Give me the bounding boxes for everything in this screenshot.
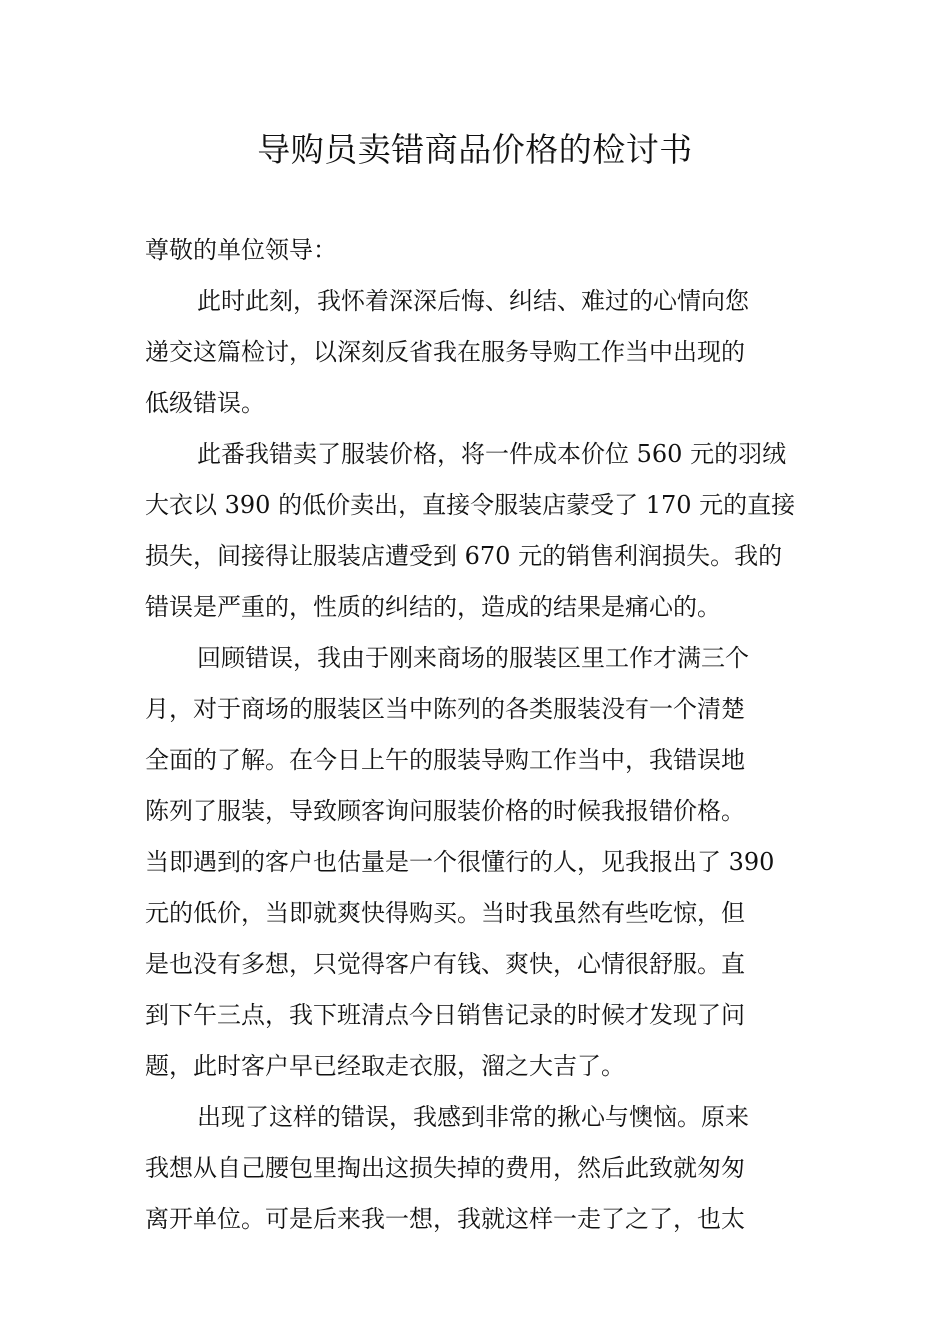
text-line: 月，对于商场的服装区当中陈列的各类服装没有一个清楚 [145,695,745,723]
text-line: 陈列了服装，导致顾客询问服装价格的时候我报错价格。 [145,797,745,825]
page-title: 导购员卖错商品价格的检讨书 [257,130,693,169]
text-line: 此时此刻，我怀着深深后悔、纠结、难过的心情向您 [197,287,749,315]
text-line: 错误是严重的，性质的纠结的，造成的结果是痛心的。 [145,593,721,621]
text-line: 离开单位。可是后来我一想，我就这样一走了之了，也太 [145,1205,745,1233]
text-line: 此番我错卖了服装价格，将一件成本价位 560 元的羽绒 [197,440,787,468]
text-line: 元的低价，当即就爽快得购买。当时我虽然有些吃惊，但 [145,899,745,927]
text-line: 递交这篇检讨，以深刻反省我在服务导购工作当中出现的 [145,338,745,366]
document-body [145,225,810,1245]
text-line: 损失，间接得让服装店遭受到 670 元的销售利润损失。我的 [145,542,783,570]
text-line: 大衣以 390 的低价卖出，直接令服装店蒙受了 170 元的直接 [145,491,796,519]
salutation: 尊敬的单位领导： [145,236,337,264]
text-line: 低级错误。 [145,389,265,417]
text-line: 我想从自己腰包里掏出这损失掉的费用，然后此致就匆匆 [145,1154,745,1182]
text-line: 是也没有多想，只觉得客户有钱、爽快，心情很舒服。直 [145,950,745,978]
text-line: 出现了这样的错误，我感到非常的揪心与懊恼。原来 [197,1103,749,1131]
text-line: 全面的了解。在今日上午的服装导购工作当中，我错误地 [145,746,745,774]
letter-lines [145,276,810,1245]
text-line: 回顾错误，我由于刚来商场的服装区里工作才满三个 [197,644,749,672]
text-line: 到下午三点，我下班清点今日销售记录的时候才发现了问 [145,1001,745,1029]
text-line: 当即遇到的客户也估量是一个很懂行的人，见我报出了 390 [145,848,775,876]
text-line: 题，此时客户早已经取走衣服，溜之大吉了。 [145,1052,625,1080]
